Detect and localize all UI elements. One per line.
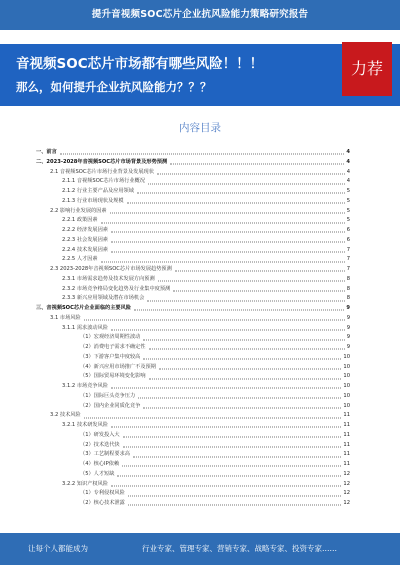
- toc-title: 内容目录: [179, 122, 221, 134]
- toc-entry-text: 2.2.5 人才因素: [62, 255, 99, 265]
- toc-leader-dots: [149, 378, 342, 379]
- toc-leader-dots: [158, 281, 345, 282]
- toc-entry-text: 2.1 音视频SOC芯片市场行业背景及发展现状: [50, 168, 155, 178]
- toc-entry[interactable]: [36, 226, 350, 236]
- toc-entry-page: 10: [343, 383, 350, 389]
- toc-entry-text: 2.2.3 社会发展因素: [62, 236, 109, 246]
- toc-entry-page: 9: [346, 344, 350, 350]
- toc-leader-dots: [111, 485, 341, 486]
- toc-leader-dots: [128, 505, 342, 506]
- toc-entry[interactable]: [36, 255, 350, 265]
- toc-entry-page: 10: [343, 392, 350, 399]
- toc-entry-page: 7: [346, 256, 350, 263]
- toc-entry-page: 4: [346, 178, 350, 185]
- toc-entry-page: 11: [343, 422, 350, 428]
- toc-entry-page: 8: [346, 285, 350, 292]
- banner-subheadline: 那么，如何提升企业抗风险能力？？？: [16, 80, 212, 94]
- toc-entry[interactable]: [36, 480, 350, 490]
- toc-entry-page: 12: [343, 490, 350, 497]
- toc-entry[interactable]: [36, 265, 350, 275]
- toc-leader-dots: [101, 261, 345, 262]
- toc-entry-text: 3.1 市场风险: [50, 314, 82, 324]
- toc-entry-text: 2.1.2 行业主要产品及应用领域: [62, 187, 135, 197]
- toc-leader-dots: [101, 222, 345, 223]
- toc-entry[interactable]: [36, 489, 350, 499]
- toc-entry[interactable]: [36, 314, 350, 324]
- toc-entry-page: 10: [343, 373, 350, 380]
- toc-leader-dots: [134, 310, 344, 311]
- toc-entry[interactable]: [36, 285, 350, 295]
- toc-entry-text: 2.3 2023-2028年音视频SOC芯片市场发展趋势预测: [50, 265, 173, 275]
- toc-entry-text: （2）消费电子需求不确定性: [80, 343, 147, 353]
- toc-leader-dots: [128, 495, 342, 496]
- toc-entry-page: 4: [346, 158, 350, 165]
- toc-entry-text: 2.3.1 市场需求趋势及技术发展方向预测: [62, 275, 156, 285]
- toc-entry-text: 3.2.1 技术研发风险: [62, 421, 109, 431]
- footer-slogan: 让每个人都能成为: [28, 544, 88, 553]
- toc-leader-dots: [111, 232, 345, 233]
- table-of-contents: [36, 148, 350, 509]
- toc-entry[interactable]: [36, 460, 350, 470]
- toc-leader-dots: [60, 154, 345, 155]
- toc-entry-page: 12: [343, 500, 350, 506]
- toc-leader-dots: [110, 212, 345, 213]
- toc-leader-dots: [137, 193, 345, 194]
- toc-entry-page: 8: [346, 275, 350, 282]
- toc-entry[interactable]: [36, 294, 350, 304]
- toc-leader-dots: [111, 427, 341, 428]
- toc-entry-page: 7: [346, 246, 350, 253]
- toc-entry[interactable]: [36, 372, 350, 382]
- toc-entry[interactable]: [36, 197, 350, 207]
- toc-entry-page: 10: [343, 363, 350, 370]
- toc-entry-text: 2.3.2 市场竞争格局变化趋势及行业集中度预测: [62, 285, 171, 295]
- toc-entry-text: 2.1.1 音视频SOC芯片市场行业概况: [62, 177, 146, 187]
- toc-leader-dots: [111, 329, 345, 330]
- toc-entry[interactable]: [36, 411, 350, 421]
- toc-entry[interactable]: [36, 187, 350, 197]
- toc-leader-dots: [147, 300, 344, 301]
- document-footer-bar: [0, 533, 400, 565]
- toc-entry-page: 4: [346, 149, 350, 155]
- toc-entry-page: 5: [346, 188, 350, 194]
- toc-entry-page: 10: [343, 402, 350, 409]
- toc-entry-page: 7: [346, 266, 350, 272]
- toc-leader-dots: [148, 183, 345, 184]
- toc-entry-text: 2.1.3 行业市场现状及规模: [62, 197, 125, 207]
- toc-entry[interactable]: [36, 275, 350, 285]
- toc-leader-dots: [143, 339, 344, 340]
- toc-entry-page: 8: [346, 295, 350, 302]
- toc-entry[interactable]: [36, 421, 350, 431]
- toc-leader-dots: [143, 407, 341, 408]
- toc-entry[interactable]: [36, 392, 350, 402]
- toc-entry[interactable]: [36, 207, 350, 217]
- toc-entry-text: 3.1.2 市场竞争风险: [62, 382, 109, 392]
- toc-leader-dots: [111, 242, 345, 243]
- toc-entry[interactable]: [36, 168, 350, 178]
- toc-entry-page: 11: [343, 451, 350, 458]
- toc-entry[interactable]: [36, 177, 350, 187]
- toc-leader-dots: [117, 476, 341, 477]
- toc-entry[interactable]: [36, 246, 350, 256]
- toc-entry-text: 一、前言: [36, 148, 58, 158]
- toc-entry-text: （3）工艺制程要求高: [80, 450, 131, 460]
- toc-entry-page: 9: [346, 334, 350, 341]
- toc-entry[interactable]: [36, 363, 350, 373]
- toc-entry-page: 11: [343, 441, 350, 448]
- toc-leader-dots: [149, 349, 345, 350]
- toc-entry[interactable]: [36, 431, 350, 441]
- toc-entry-text: （1）宏观经济周期性波动: [80, 333, 141, 343]
- toc-leader-dots: [84, 320, 345, 321]
- toc-entry-text: 三、音视频SOC芯片企业面临的主要风险: [36, 304, 132, 314]
- toc-leader-dots: [157, 173, 345, 174]
- banner-headline: 音视频SOC芯片市场都有哪些风险！！！: [16, 56, 264, 72]
- toc-entry-page: 12: [343, 480, 350, 487]
- toc-leader-dots: [159, 368, 341, 369]
- toc-entry-text: 2.2 影响行业发展的因素: [50, 207, 108, 217]
- toc-entry-text: （2）核心技术泄露: [80, 499, 126, 509]
- toc-entry-text: 2.2.1 政策因素: [62, 216, 99, 226]
- toc-entry-text: （4）核心IP依赖: [80, 460, 120, 470]
- toc-entry-text: 2.3.3 新兴应用领域及潜在市场机会: [62, 294, 145, 304]
- toc-entry[interactable]: [36, 441, 350, 451]
- toc-leader-dots: [111, 251, 345, 252]
- document-header-title: 提升音视频SOC芯片企业抗风险能力策略研究报告: [91, 9, 309, 20]
- toc-entry[interactable]: [36, 382, 350, 392]
- toc-entry-page: 10: [343, 353, 350, 360]
- toc-entry-text: 2.2.4 技术发展因素: [62, 246, 109, 256]
- toc-entry-text: （1）国际巨头竞争压力: [80, 392, 136, 402]
- toc-entry-page: 6: [346, 227, 350, 233]
- toc-leader-dots: [111, 388, 341, 389]
- toc-entry-text: （4）新兴应用市场推广不及预期: [80, 363, 157, 373]
- recommend-badge: 力荐: [342, 42, 392, 96]
- promo-banner: [0, 44, 400, 106]
- toc-leader-dots: [133, 456, 341, 457]
- toc-entry[interactable]: [36, 324, 350, 334]
- toc-entry-text: （2）技术迭代快: [80, 441, 121, 451]
- toc-entry-text: （5）人才短缺: [80, 470, 115, 480]
- toc-entry[interactable]: [36, 470, 350, 480]
- toc-entry-page: 11: [343, 461, 350, 467]
- document-header-bar: [0, 0, 400, 30]
- toc-leader-dots: [123, 446, 342, 447]
- toc-entry-text: 2.2.2 经济发展因素: [62, 226, 109, 236]
- toc-entry-page: 5: [346, 197, 350, 204]
- toc-leader-dots: [143, 359, 341, 360]
- toc-entry[interactable]: [36, 333, 350, 343]
- toc-leader-dots: [170, 164, 344, 165]
- toc-entry-text: 3.2.2 知识产权风险: [62, 480, 109, 490]
- toc-entry-page: 6: [346, 236, 350, 243]
- toc-entry[interactable]: [36, 158, 350, 168]
- toc-entry-page: 4: [346, 168, 350, 175]
- toc-leader-dots: [138, 398, 341, 399]
- toc-entry-text: （1）研发投入大: [80, 431, 121, 441]
- toc-entry-page: 11: [343, 431, 350, 438]
- toc-entry-text: 二、2023-2028年音视频SOC芯片市场背景及形势预测: [36, 158, 168, 168]
- toc-entry-text: 3.1.1 需求波动风险: [62, 324, 109, 334]
- toc-entry-text: 3.2 技术风险: [50, 411, 82, 421]
- toc-entry[interactable]: [36, 216, 350, 226]
- toc-entry-page: 11: [343, 412, 350, 419]
- toc-entry[interactable]: [36, 450, 350, 460]
- toc-entry[interactable]: [36, 499, 350, 509]
- toc-entry-text: （3）下游客户集中度较高: [80, 353, 141, 363]
- toc-entry[interactable]: [36, 148, 350, 158]
- footer-expert-list: 行业专家、管理专家、营销专家、战略专家、投资专家……: [142, 544, 337, 553]
- toc-entry-page: 9: [346, 314, 350, 321]
- toc-entry[interactable]: [36, 304, 350, 314]
- toc-entry-page: 12: [343, 470, 350, 477]
- toc-entry-page: 5: [346, 217, 350, 224]
- toc-entry-page: 9: [346, 305, 350, 311]
- toc-entry-text: （2）国内企业同质化竞争: [80, 402, 141, 412]
- toc-entry-page: 9: [346, 324, 350, 331]
- toc-entry-text: （5）国际贸易环境变化影响: [80, 372, 147, 382]
- toc-leader-dots: [84, 417, 342, 418]
- toc-leader-dots: [175, 271, 345, 272]
- toc-leader-dots: [173, 290, 344, 291]
- toc-entry[interactable]: [36, 343, 350, 353]
- toc-leader-dots: [127, 203, 345, 204]
- toc-entry[interactable]: [36, 353, 350, 363]
- toc-leader-dots: [123, 437, 342, 438]
- toc-entry-page: 5: [346, 207, 350, 214]
- toc-entry[interactable]: [36, 402, 350, 412]
- toc-leader-dots: [122, 466, 341, 467]
- toc-entry[interactable]: [36, 236, 350, 246]
- toc-entry-text: （1）专利侵权风险: [80, 489, 126, 499]
